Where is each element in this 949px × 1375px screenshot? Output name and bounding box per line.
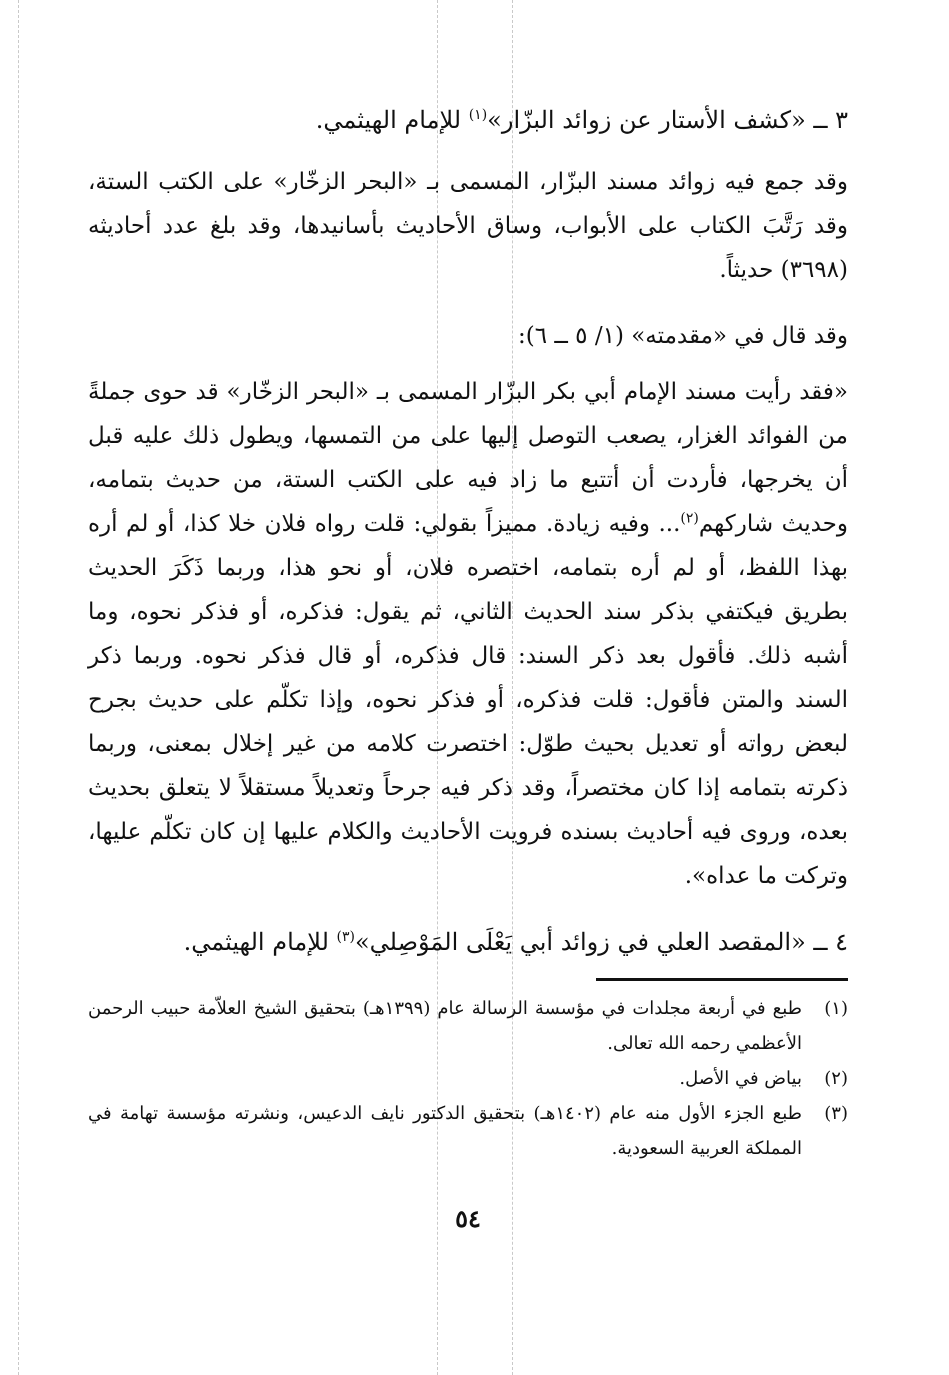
footnote-ref-1[interactable]: (١) [468, 107, 488, 123]
footnote-ref-2[interactable]: (٢) [680, 510, 699, 527]
footnote-number: (١) [824, 998, 848, 1019]
footnote-item [88, 1061, 848, 1096]
heading-4-title: ٤ ــ «المقصد العلي في زوائد أبي يَعْلَى المَوْصِلي» [354, 928, 848, 956]
section-heading-3 [88, 98, 848, 142]
page-number: ٥٤ [455, 1204, 481, 1233]
footnote-text: بياض في الأصل. [679, 1068, 802, 1089]
footnotes [88, 991, 848, 1166]
heading-4-tail: للإمام الهيثمي. [183, 928, 337, 956]
paragraph-quote [88, 370, 848, 898]
heading-3-tail: للإمام الهيثمي. [315, 106, 469, 134]
section-heading-4 [88, 920, 848, 964]
quote-part-a: «فقد رأيت مسند الإمام أبي بكر البزّار المسمى بـ «البحر الزخّار» قد حوى جملةً من الفوائد الغزار، يصعب التوصل إليها على من التمسها، ويطول ذلك عليه قبل أن يخرجها، فأردت أن أتتبع ما زاد فيه على الكتب الستة، من حديث بتمامه، وحديث شاركهم [88, 379, 848, 537]
footnote-ref-3[interactable]: (٣) [336, 929, 355, 945]
footnote-item [88, 1096, 848, 1166]
footnote-divider [596, 978, 848, 981]
paragraph-intro: وقد جمع فيه زوائد مسند البزّار، المسمى بـ «البحر الزخّار» على الكتب الستة، وقد رَتَّبَ الكتاب على الأبواب، وساق الأحاديث بأسانيدها، وقد بلغ عدد أحاديثه (٣٦٩٨) حديثاً. [88, 169, 848, 283]
book-page [88, 98, 848, 1233]
paragraph-quote-intro: وقد قال في «مقدمته» (١/ ٥ ــ ٦): [517, 323, 848, 349]
footnote-number: (٣) [824, 1103, 848, 1124]
quote-part-b: ... وفيه زيادة. مميزاً بقولي: قلت رواه فلان خلا كذا، أو لم أره بهذا اللفظ، أو لم أره بتمامه، اختصره فلان، أو نحو هذا، وربما ذَكَرَ الحديث بطريق فيكتفي بذكر سند الحديث الثاني، ثم يقول: فذكره، أو فذكر نحوه، وما أشبه ذلك. فأقول بعد ذكر السند: قال فذكره، أو قال فذكر نحوه. وربما ذكر السند والمتن فأقول: قلت فذكره، أو فذكر نحوه، وإذا تكلّم على حديث بجرح لبعض رواته أو تعديل بحيث طوّل: اختصرت كلامه من غير إخلال بمعنى، وربما ذكرته بتمامه إذا كان مختصراً، وقد ذكر فيه جرحاً وتعديلاً مستقلاً لا يتعلق بحديث بعده، وروى فيه أحاديث بسنده فرويت الأحاديث والكلام عليها إن كان تكلّم عليها، وتركت ما عداه». [88, 511, 848, 889]
footnote-item [88, 991, 848, 1061]
footnote-text: طبع في أربعة مجلدات في مؤسسة الرسالة عام (١٣٩٩هـ) بتحقيق الشيخ العلاّمة حبيب الرحمن الأعظمي رحمه الله تعالى. [88, 998, 802, 1054]
footnote-number: (٢) [824, 1068, 848, 1089]
heading-3-title: ٣ ــ «كشف الأستار عن زوائد البزّار» [487, 106, 848, 134]
scan-line [18, 0, 19, 1375]
footnote-text: طبع الجزء الأول منه عام (١٤٠٢هـ) بتحقيق الدكتور نايف الدعيس، ونشرته مؤسسة تهامة في المملكة العربية السعودية. [88, 1103, 802, 1159]
